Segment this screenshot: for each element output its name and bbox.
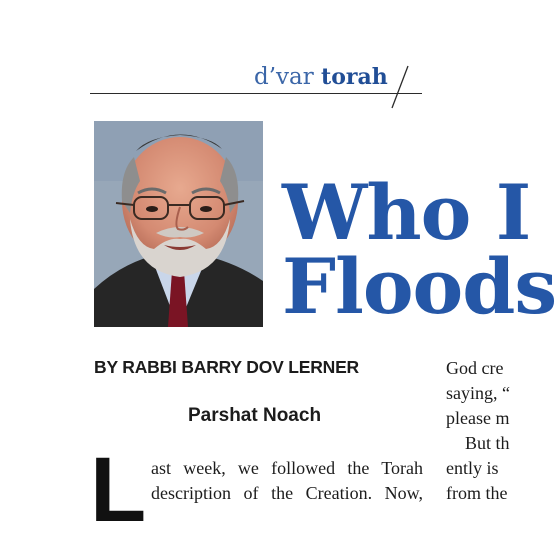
header-slash-divider	[388, 64, 414, 110]
column2-line: please m	[446, 408, 510, 428]
parsha-subtitle: Parshat Noach	[188, 405, 322, 426]
author-portrait	[94, 121, 263, 327]
column1-line: ast week, we followed the Torah	[151, 458, 423, 478]
column2-line: ently is	[446, 458, 499, 478]
headline-line-2: Floods	[282, 242, 556, 331]
section-label	[254, 62, 388, 92]
column2-line: saying, “	[446, 383, 510, 403]
byline: BY RABBI BARRY DOV LERNER	[94, 357, 359, 377]
author-photo	[94, 121, 263, 327]
section-label-bold: torah	[321, 64, 388, 90]
column2-line: God cre	[446, 358, 504, 378]
headline-line-1: Who I	[282, 168, 531, 257]
drop-cap: L	[90, 439, 147, 541]
section-label-light: d’var	[254, 64, 322, 90]
column2-line: But th	[465, 433, 510, 453]
article-headline	[282, 168, 556, 331]
header-rule	[90, 93, 422, 94]
column2-line: from the	[446, 483, 508, 503]
column1-line: description of the Creation. Now,	[151, 483, 423, 503]
